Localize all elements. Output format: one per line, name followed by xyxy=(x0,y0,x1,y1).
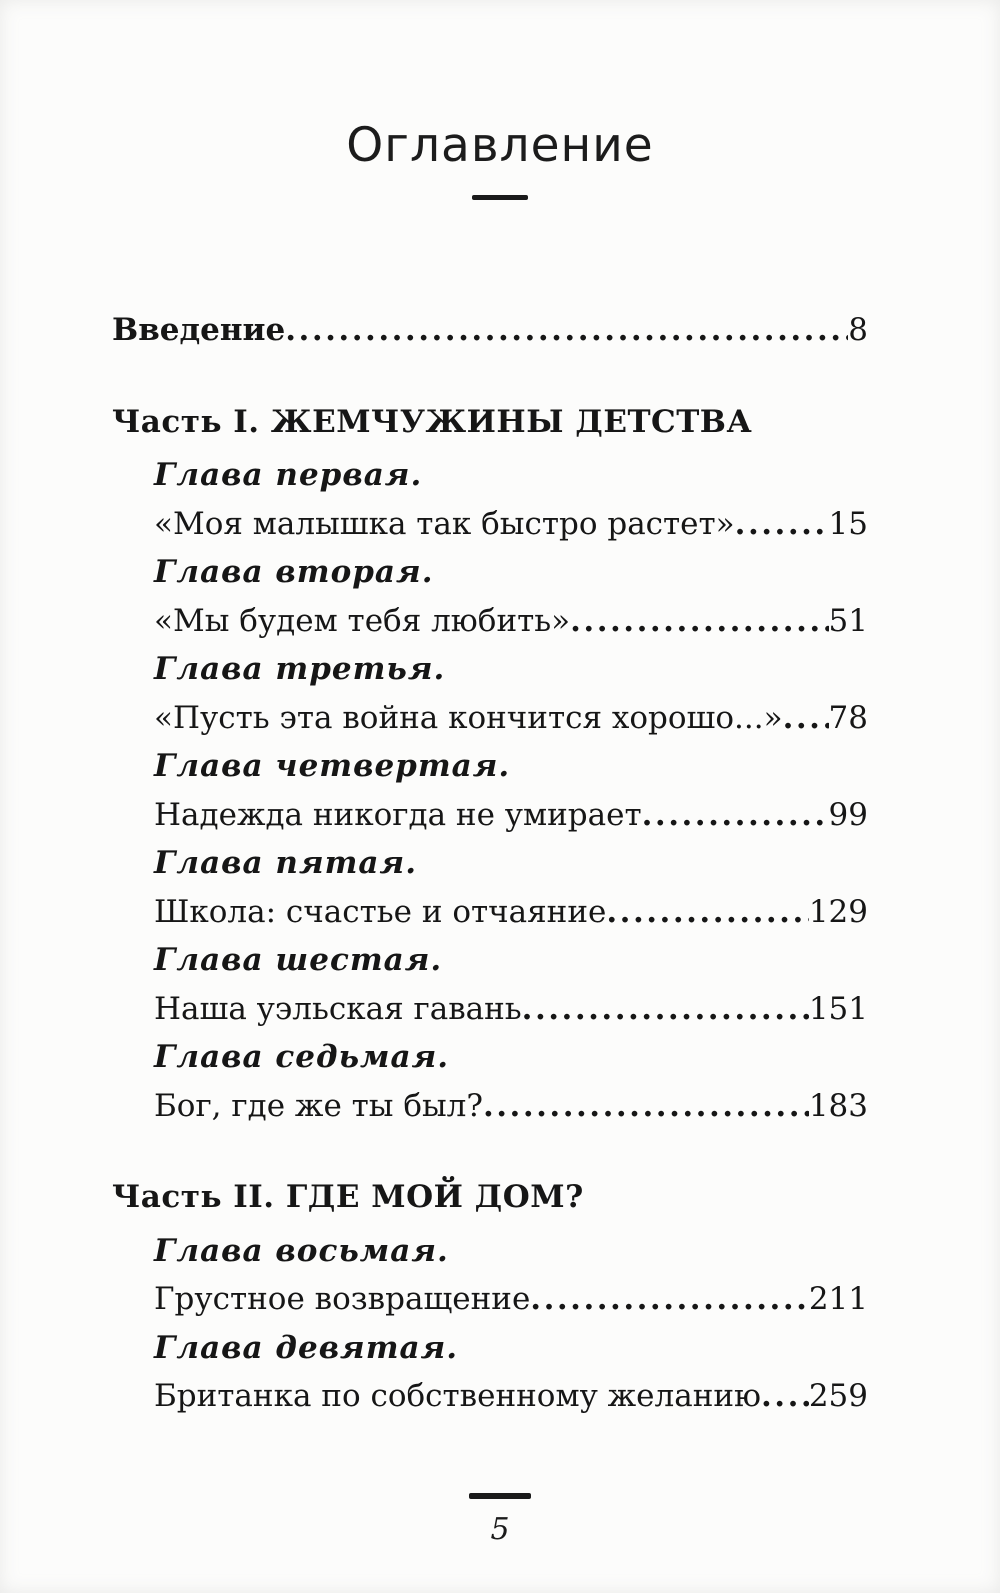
chapter-page-number: 183 xyxy=(808,1087,868,1124)
toc-chapter-1 xyxy=(154,451,868,548)
chapter-title: Наша уэльская гавань xyxy=(154,990,522,1027)
toc-chapter-4 xyxy=(154,742,868,839)
title-divider-rule xyxy=(472,195,528,200)
dot-leader xyxy=(642,791,829,840)
page-title: Оглавление xyxy=(346,118,654,173)
dot-leader xyxy=(783,694,829,743)
chapter-page-number: 15 xyxy=(828,505,868,542)
table-of-contents xyxy=(112,306,868,1421)
dot-leader xyxy=(522,985,809,1034)
toc-chapter-8 xyxy=(154,1227,868,1324)
chapter-name: Глава восьмая. xyxy=(154,1232,449,1269)
toc-entry-label: Введение xyxy=(112,312,286,348)
toc-part-1 xyxy=(112,398,868,1131)
dot-leader xyxy=(761,1372,809,1421)
toc-entry-introduction xyxy=(112,306,868,355)
chapter-title: Надежда никогда не умирает xyxy=(154,796,642,833)
chapter-name: Глава шестая. xyxy=(154,942,443,978)
chapter-page-number: 51 xyxy=(828,602,868,639)
dot-leader xyxy=(285,306,848,355)
toc-entry xyxy=(154,597,868,646)
footer-divider-rule xyxy=(469,1493,531,1499)
toc-chapter-9 xyxy=(154,1324,868,1421)
chapter-title: Бог, где же ты был? xyxy=(154,1087,483,1124)
toc-part-2 xyxy=(112,1173,868,1421)
page-footer xyxy=(0,1493,1000,1545)
toc-chapter-7 xyxy=(154,1033,868,1130)
dot-leader xyxy=(530,1275,809,1324)
dot-leader xyxy=(483,1082,809,1131)
toc-entry xyxy=(154,985,868,1034)
chapter-name: Глава первая. xyxy=(154,457,423,493)
chapter-title: «Пусть эта война кончится хорошо...» xyxy=(154,699,783,736)
footer-page-number: 5 xyxy=(490,1512,510,1547)
part-heading: Часть I. ЖЕМЧУЖИНЫ ДЕТСТВА xyxy=(112,403,753,440)
chapter-page-number: 151 xyxy=(808,990,868,1027)
toc-chapter-3 xyxy=(154,645,868,742)
chapter-name: Глава девятая. xyxy=(154,1329,459,1366)
chapter-page-number: 211 xyxy=(808,1281,868,1317)
toc-entry xyxy=(154,1275,868,1324)
toc-chapter-5 xyxy=(154,839,868,936)
dot-leader xyxy=(606,888,808,937)
toc-entry xyxy=(154,1372,868,1421)
chapter-page-number: 259 xyxy=(808,1378,868,1414)
toc-entry xyxy=(154,500,868,549)
chapter-page-number: 78 xyxy=(828,699,868,736)
chapter-title: Британка по собственному желанию xyxy=(154,1378,762,1414)
chapter-name: Глава вторая. xyxy=(154,554,434,590)
toc-entry xyxy=(154,888,868,937)
chapter-name: Глава третья. xyxy=(154,651,446,687)
toc-entry xyxy=(154,791,868,840)
chapter-name: Глава седьмая. xyxy=(154,1039,450,1075)
chapter-page-number: 99 xyxy=(828,796,868,833)
chapter-page-number: 129 xyxy=(808,893,868,930)
chapter-title: Школа: счастье и отчаяние xyxy=(154,893,607,930)
dot-leader xyxy=(735,500,829,549)
chapter-name: Глава пятая. xyxy=(154,845,417,881)
toc-chapter-2 xyxy=(154,548,868,645)
chapter-name: Глава четвертая. xyxy=(154,748,511,784)
toc-entry xyxy=(154,694,868,743)
toc-entry xyxy=(154,1082,868,1131)
chapter-title: Грустное возвращение xyxy=(154,1281,531,1317)
part-heading: Часть II. ГДЕ МОЙ ДОМ? xyxy=(112,1179,584,1215)
chapter-title: «Моя малышка так быстро растет» xyxy=(154,505,735,542)
toc-chapter-6 xyxy=(154,936,868,1033)
chapter-title: «Мы будем тебя любить» xyxy=(154,602,571,639)
toc-entry-page-number: 8 xyxy=(848,312,868,348)
dot-leader xyxy=(570,597,828,646)
